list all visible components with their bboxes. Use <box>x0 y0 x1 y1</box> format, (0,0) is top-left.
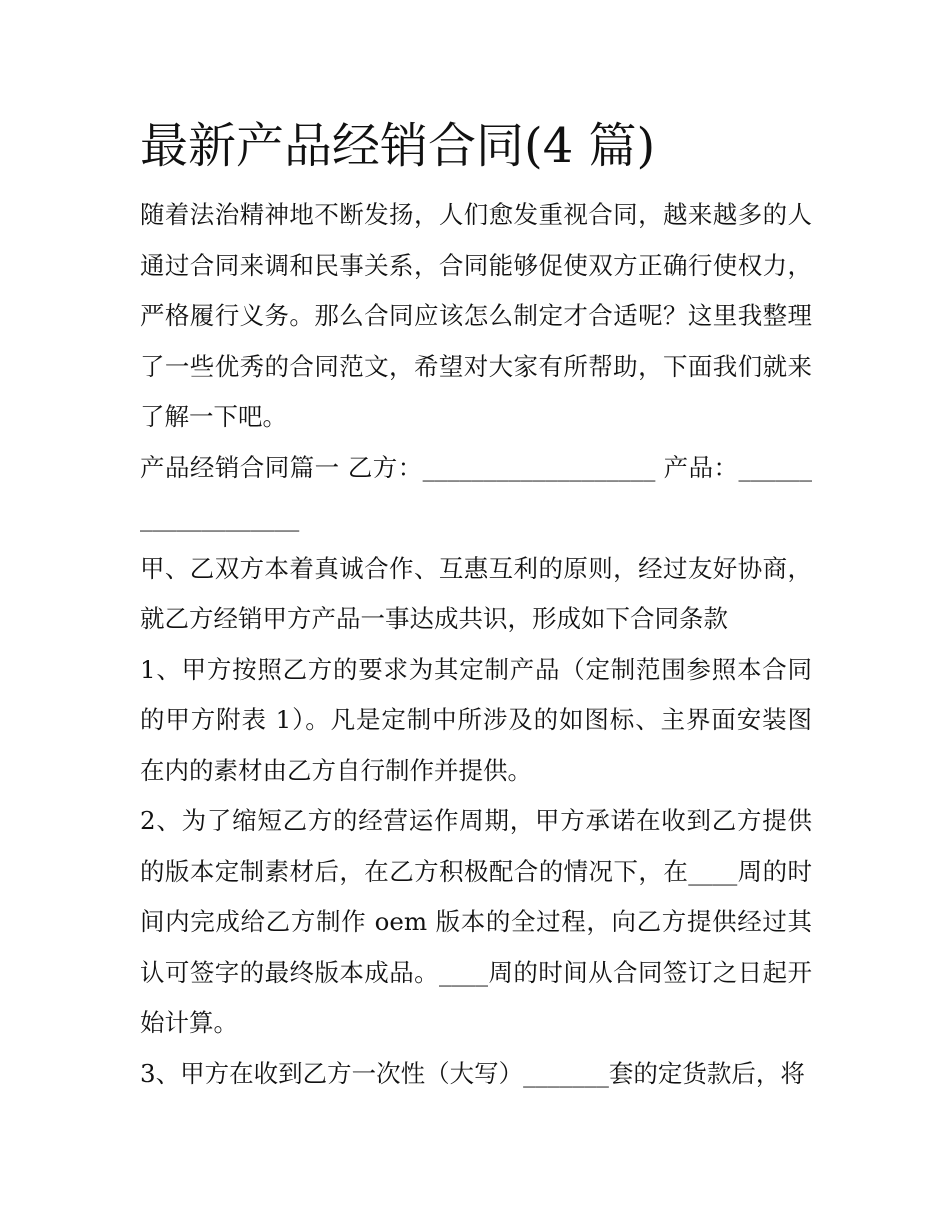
clause-2: 2、为了缩短乙方的经营运作周期，甲方承诺在收到乙方提供的版本定制素材后，在乙方积极配合的情况下，在____周的时间内完成给乙方制作 oem 版本的全过程，向乙方提供经过其认可签字的最终版本成品。____周的时间从合同签订之日起开始计算。 <box>140 806 812 1037</box>
preamble-paragraph: 甲、乙双方本着真诚合作、互惠互利的原则，经过友好协商，就乙方经销甲方产品一事达成共识，形成如下合同条款 <box>140 553 812 633</box>
clause-1: 1、甲方按照乙方的要求为其定制产品（定制范围参照本合同的甲方附表 1）。凡是定制中所涉及的如图标、主界面安装图在内的素材由乙方自行制作并提供。 <box>140 654 812 785</box>
contract-heading-line: 产品经销合同篇一 乙方：___________________ 产品：___________________ <box>140 452 812 532</box>
clause-3: 3、甲方在收到乙方一次性（大写）_______套的定货款后，将 <box>140 1058 805 1088</box>
document-title: 最新产品经销合同(4 篇) <box>140 118 656 174</box>
intro-paragraph: 随着法治精神地不断发扬，人们愈发重视合同，越来越多的人通过合同来调和民事关系，合同能够促使双方正确行使权力，严格履行义务。那么合同应该怎么制定才合适呢？这里我整理了一些优秀的合同范文，希望对大家有所帮助，下面我们就来了解一下吧。 <box>140 200 812 431</box>
document-body <box>140 112 812 1099</box>
